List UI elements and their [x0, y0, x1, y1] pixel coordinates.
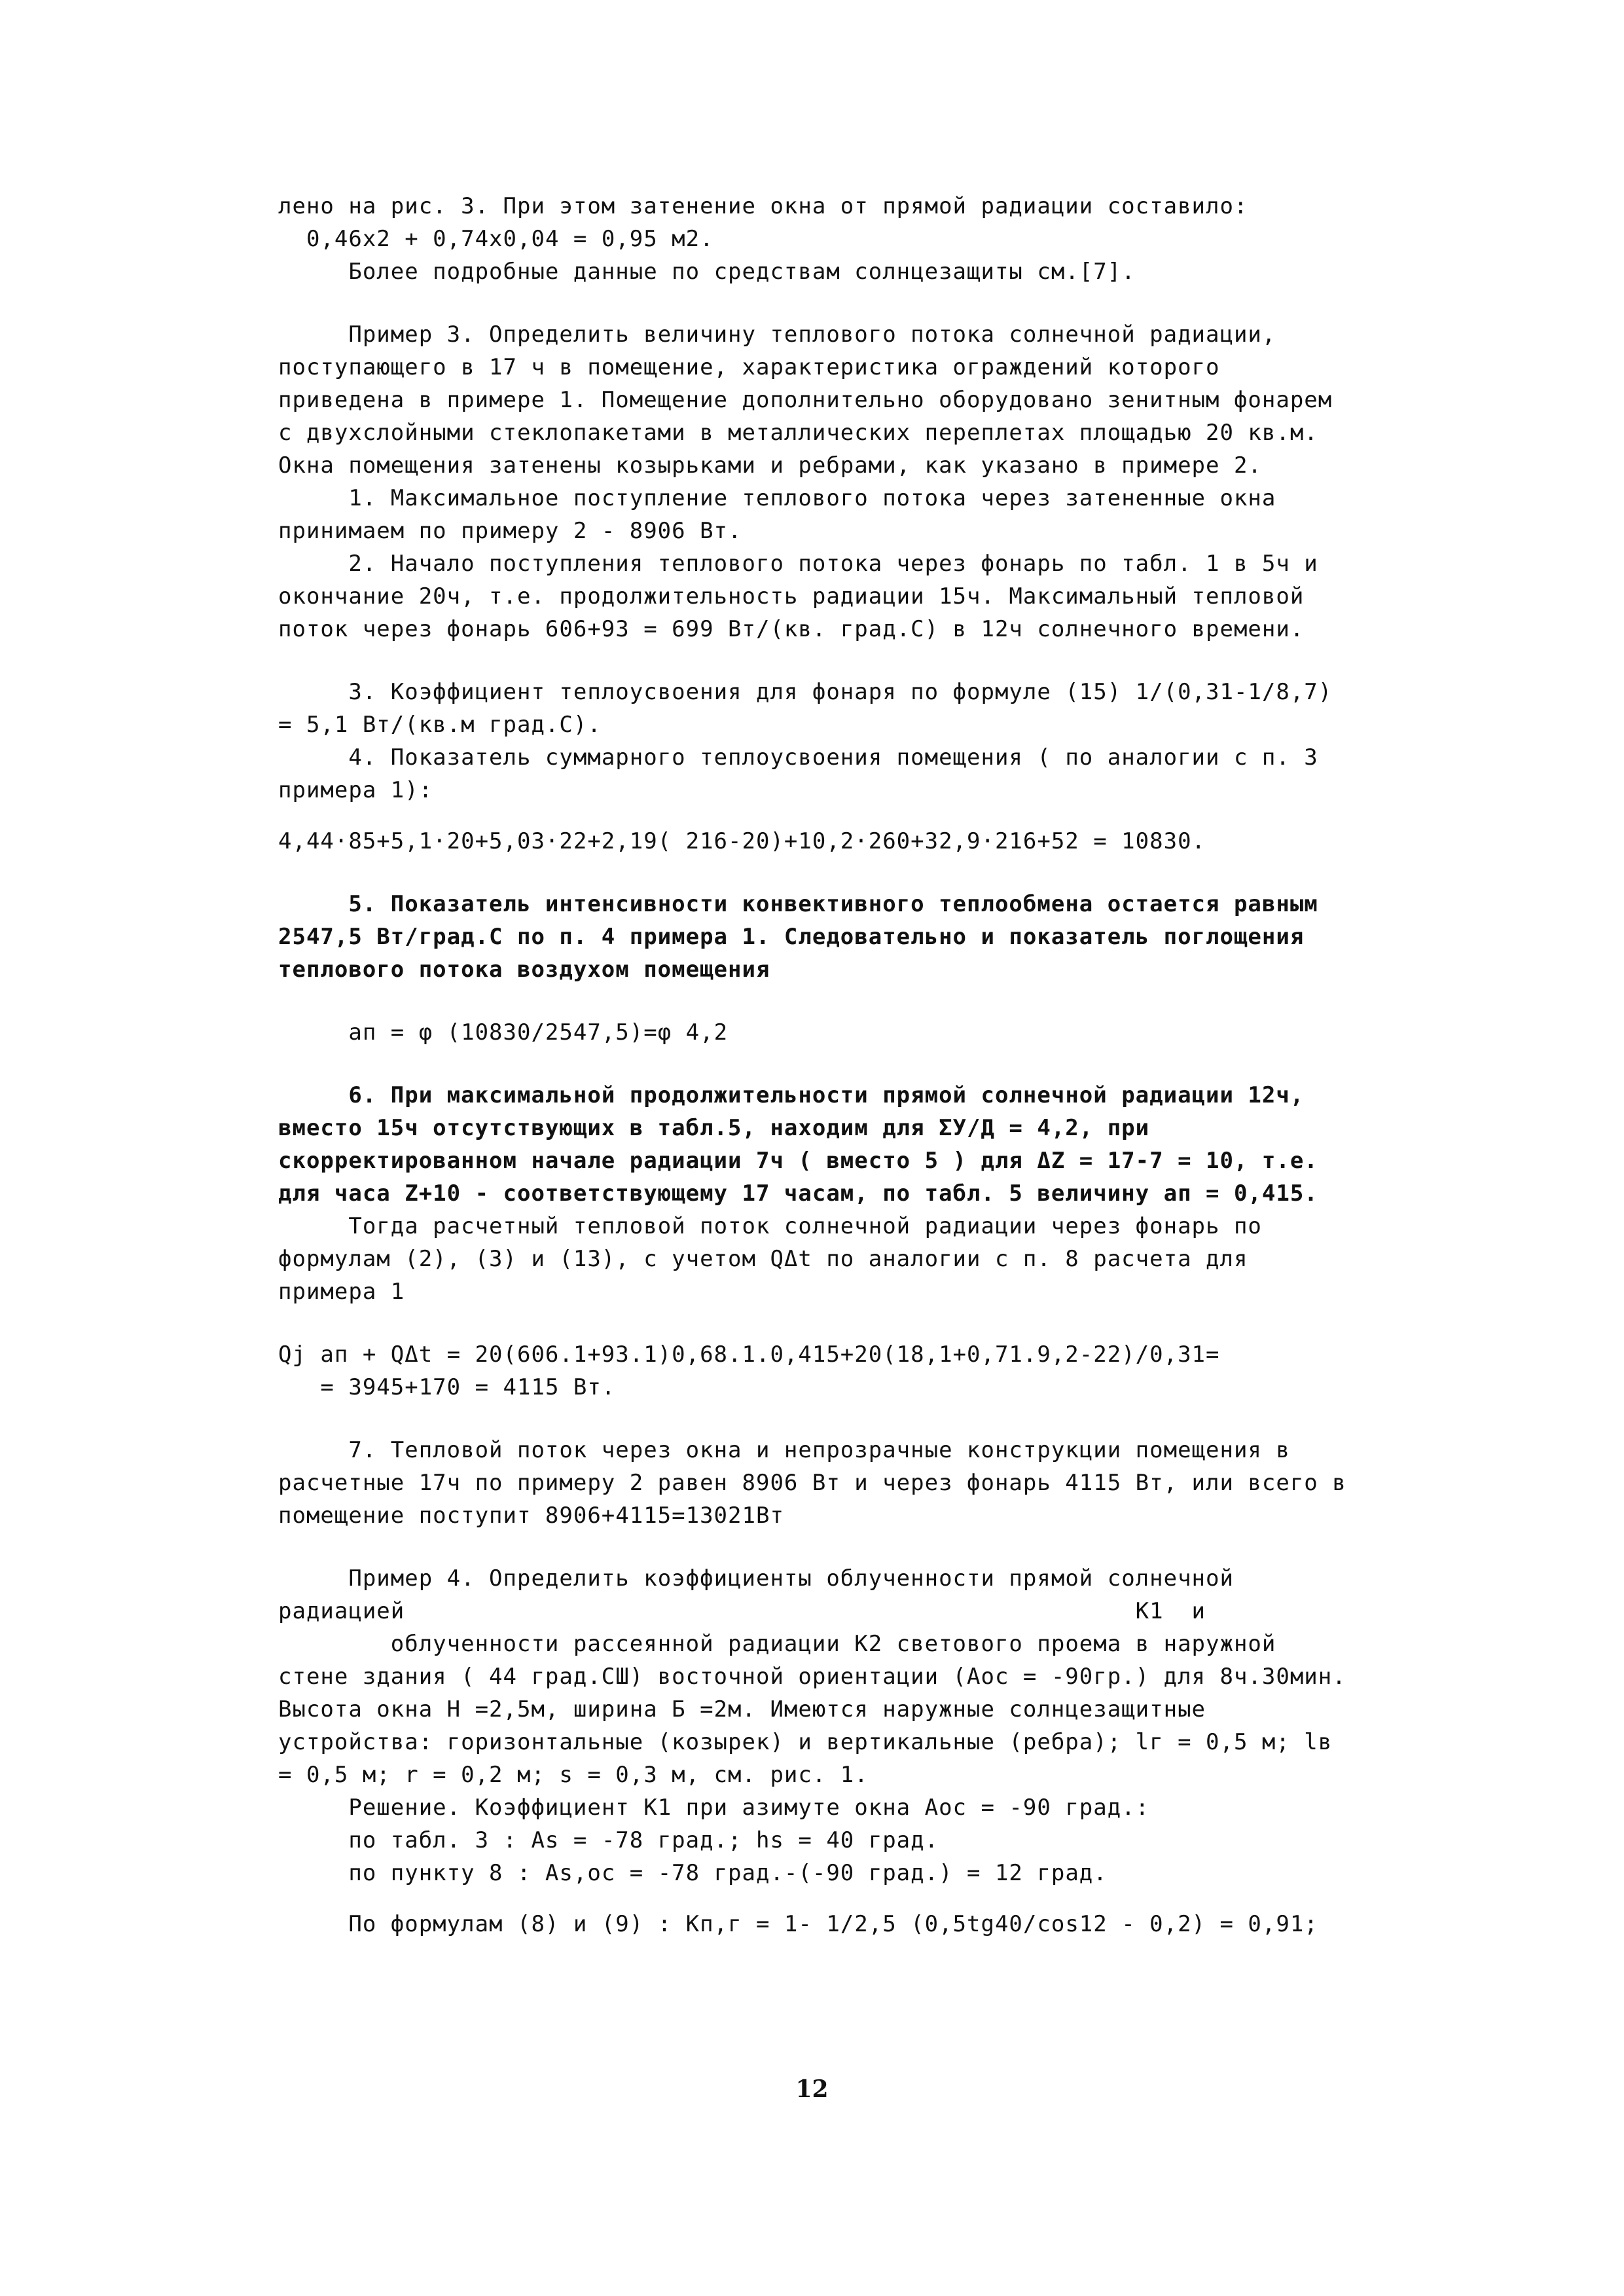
formula-line: По формулам (8) и (9) : Kп,г = 1- 1/2,5 (0,5tg40/cos12 - 0,2) = 0,91; [278, 1911, 1318, 1937]
text-line: 3. Коэффициент теплоусвоения для фонаря по формуле (15) 1/(0,31-1/8,7) = 5,1 Вт/(кв.м град.С). [278, 679, 1346, 738]
page-number: 12 [795, 2075, 829, 2103]
text-line: 6. При максимальной продолжительности прямой солнечной радиации 12ч, вместо 15ч отсутствующих в табл.5, находим для ΣУ/Д = 4,2, при скорректированном начале радиации 7ч ( вместо 5 ) для ΔZ = 17-7 = 10, т.е. для часа Z+10 - соответствующему 17 часам, по табл. 5 величину aп = 0,415. [278, 1082, 1333, 1207]
formula-line: Qj aп + QΔt = 20(606.1+93.1)0,68.1.0,415+20(18,1+0,71.9,2-22)/0,31= [278, 1341, 1220, 1368]
formula-line: 4,44·85+5,1·20+5,03·22+2,19( 216-20)+10,2·260+32,9·216+52 = 10830. [278, 828, 1206, 854]
text-line: лено на рис. 3. При этом затенение окна от прямой радиации составило: [278, 193, 1248, 219]
example-4-paragraph: Пример 4. Определить коэффициенты облученности прямой солнечной радиацией K1 и [278, 1565, 1248, 1624]
text-line: Решение. Коэффициент K1 при азимуте окна Aос = -90 град.: [278, 1795, 1150, 1821]
text-line: 0,46х2 + 0,74х0,04 = 0,95 м2. [278, 226, 714, 252]
text-line: Более подробные данные по средствам солнцезащиты см.[7]. [278, 259, 1136, 285]
text-line: Тогда расчетный тепловой поток солнечной радиации через фонарь по формулам (2), (3) и (13), с учетом QΔt по аналогии с п. 8 расчета для примера 1 [278, 1213, 1276, 1305]
text-line: 4. Показатель суммарного теплоусвоения помещения ( по аналогии с п. 3 примера 1): [278, 744, 1333, 803]
text-line: 1. Максимальное поступление теплового потока через затененные окна принимаем по примеру 2 - 8906 Вт. [278, 485, 1290, 544]
text-line: по пункту 8 : As,ос = -78 град.-(-90 град.) = 12 град. [278, 1860, 1108, 1886]
example-3-paragraph: Пример 3. Определить величину теплового потока солнечной радиации, поступающего в 17 ч в помещение, характеристика ограждений которого приведена в примере 1. Помещение дополнительно оборудовано зенитным фонарем с двухслойными стеклопакетами в металлических переплетах площадью 20 кв.м. Окна помещения затенены козырьками и ребрами, как указано в примере 2. [278, 321, 1346, 479]
formula-line: aп = φ (10830/2547,5)=φ 4,2 [278, 1019, 729, 1046]
text-line: 7. Тепловой поток через окна и непрозрачные конструкции помещения в расчетные 17ч по примеру 2 равен 8906 Вт и через фонарь 4115 Вт, или всего в помещение поступит 8906+4115=13021Вт [278, 1437, 1361, 1529]
text-line: 2. Начало поступления теплового потока через фонарь по табл. 1 в 5ч и окончание 20ч, т.е. продолжительность радиации 15ч. Максимальный тепловой поток через фонарь 606+93 = 699 Вт/(кв. град.С) в 12ч солнечного времени. [278, 551, 1333, 642]
body-text [278, 190, 1361, 1941]
text-line: по табл. 3 : As = -78 град.; hs = 40 град. [278, 1827, 939, 1853]
text-line: облученности рассеянной радиации K2 светового проема в наружной стене здания ( 44 град.СШ) восточной ориентации (Aос = -90гр.) для 8ч.30мин. Высота окна H =2,5м, ширина Б =2м. Имеются наружные солнцезащитные устройства: горизонтальные (козырек) и вертикальные (ребра); lг = 0,5 м; lв = 0,5 м; r = 0,2 м; s = 0,3 м, см. рис. 1. [278, 1631, 1361, 1788]
formula-line: = 3945+170 = 4115 Вт. [278, 1374, 616, 1400]
text-line: 5. Показатель интенсивности конвективного теплообмена остается равным 2547,5 Вт/град.С по п. 4 примера 1. Следовательно и показатель поглощения теплового потока воздухом помещения [278, 891, 1333, 983]
